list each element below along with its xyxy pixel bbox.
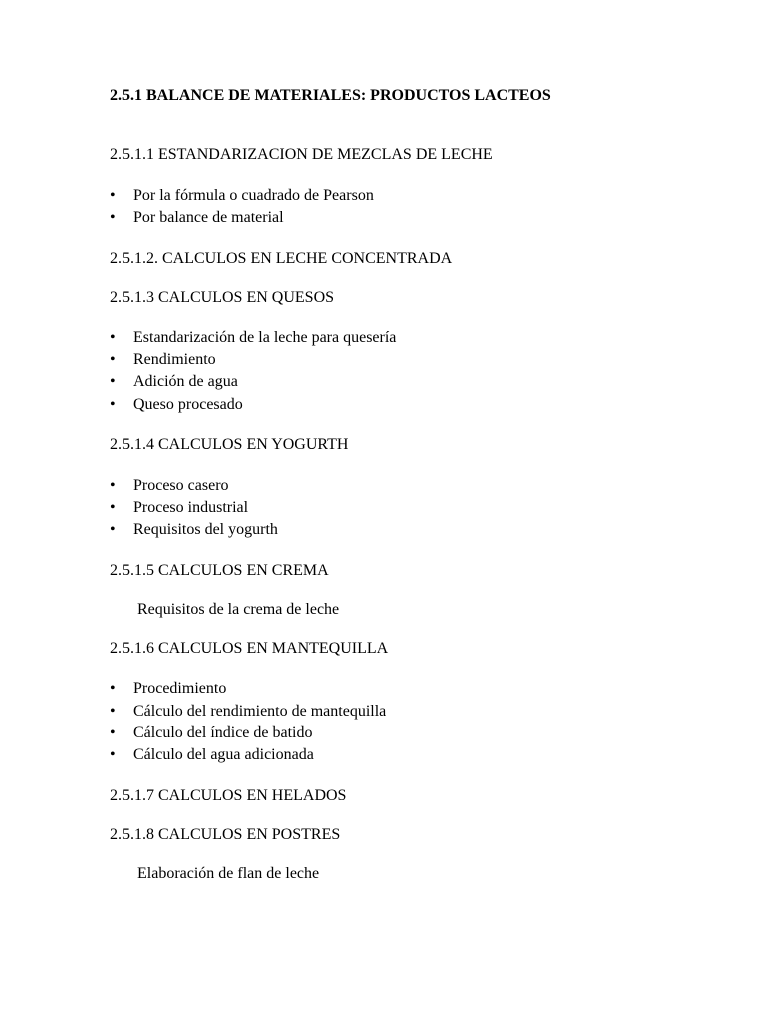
list-item-text: Proceso industrial <box>133 499 249 516</box>
section-heading-estandarizacion: 2.5.1.1 ESTANDARIZACION DE MEZCLAS DE LECHE <box>110 146 493 163</box>
list-item-text: Estandarización de la leche para quesería <box>133 329 397 346</box>
section-heading-quesos: 2.5.1.3 CALCULOS EN QUESOS <box>110 289 335 306</box>
section-note-crema: Requisitos de la crema de leche <box>137 601 340 618</box>
bullet-icon: • <box>110 329 116 346</box>
list-item-text: Por balance de material <box>133 209 284 226</box>
list-item-text: Cálculo del rendimiento de mantequilla <box>133 703 387 720</box>
section-heading-helados: 2.5.1.7 CALCULOS EN HELADOS <box>110 787 347 804</box>
list-item-text: Cálculo del agua adicionada <box>133 746 314 763</box>
section-heading-leche-concentrada: 2.5.1.2. CALCULOS EN LECHE CONCENTRADA <box>110 250 453 267</box>
list-item-text: Adición de agua <box>133 373 238 390</box>
bullet-icon: • <box>110 521 116 538</box>
bullet-icon: • <box>110 499 116 516</box>
bullet-icon: • <box>110 187 116 204</box>
bullet-icon: • <box>110 724 116 741</box>
section-heading-postres: 2.5.1.8 CALCULOS EN POSTRES <box>110 826 341 843</box>
section-heading-yogurth: 2.5.1.4 CALCULOS EN YOGURTH <box>110 436 349 453</box>
list-item-text: Cálculo del índice de batido <box>133 724 313 741</box>
bullet-icon: • <box>110 351 116 368</box>
list-item-text: Rendimiento <box>133 351 216 368</box>
list-item-text: Requisitos del yogurth <box>133 521 278 538</box>
section-heading-mantequilla: 2.5.1.6 CALCULOS EN MANTEQUILLA <box>110 640 389 657</box>
list-item-text: Procedimiento <box>133 680 227 697</box>
bullet-icon: • <box>110 680 116 697</box>
section-note-postres: Elaboración de flan de leche <box>137 865 320 882</box>
list-item-text: Proceso casero <box>133 477 229 494</box>
list-item-text: Queso procesado <box>133 396 243 413</box>
bullet-icon: • <box>110 746 116 763</box>
bullet-icon: • <box>110 396 116 413</box>
section-heading-crema: 2.5.1.5 CALCULOS EN CREMA <box>110 562 329 579</box>
bullet-icon: • <box>110 477 116 494</box>
bullet-icon: • <box>110 373 116 390</box>
document-title: 2.5.1 BALANCE DE MATERIALES: PRODUCTOS LACTEOS <box>110 87 551 104</box>
bullet-icon: • <box>110 703 116 720</box>
bullet-icon: • <box>110 209 116 226</box>
list-item-text: Por la fórmula o cuadrado de Pearson <box>133 187 374 204</box>
